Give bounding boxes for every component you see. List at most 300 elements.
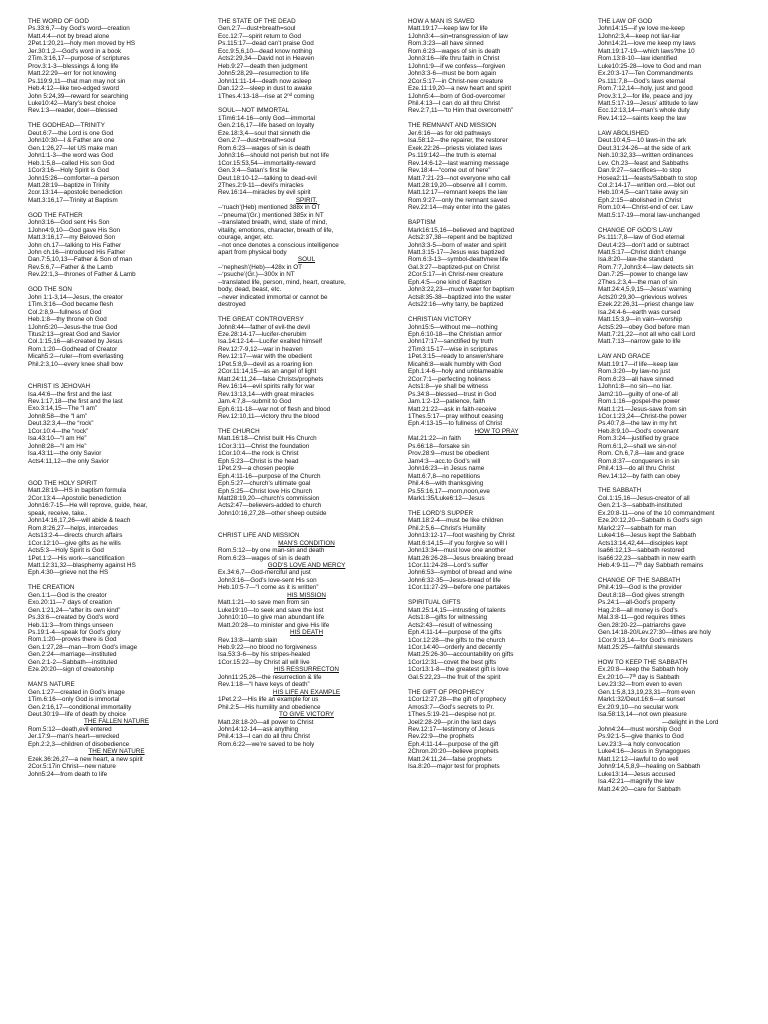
line-text: Rom.6:23—all have sinned bbox=[598, 375, 674, 383]
line-text: Matt.6:7,8—no repetitions bbox=[408, 472, 481, 480]
column-1 bbox=[28, 18, 205, 1024]
line-text: Matt.15:3,9—in vain—worship bbox=[598, 316, 682, 324]
scripture-reference bbox=[408, 152, 585, 159]
scripture-reference bbox=[28, 763, 205, 770]
line-text: Isa.53:3-6—by his stripes-healed bbox=[218, 651, 311, 659]
scripture-reference bbox=[408, 517, 585, 524]
line-text: Exo.20:11—7 days of creation bbox=[28, 599, 112, 607]
line-text: Jer.17:9—man’s heart—wrecked bbox=[28, 733, 120, 741]
scripture-reference bbox=[408, 637, 585, 644]
scripture-reference bbox=[598, 681, 768, 688]
section-heading bbox=[408, 316, 585, 323]
section-heading bbox=[218, 316, 395, 323]
line-text: Rev.12:17—testimony of Jesus bbox=[408, 725, 495, 733]
line-text: Matt.4:4—not by bread alone bbox=[28, 32, 110, 40]
line-text: Rom.1:20—Godhead of Creator bbox=[28, 345, 118, 353]
line-text: SOUL—NOT IMMORTAL bbox=[218, 107, 290, 115]
section-heading bbox=[598, 577, 768, 584]
line-text: Heb.9:22—no blood no forgiveness bbox=[218, 643, 317, 651]
line-text: Gen.2:16,17—life based on loyalty bbox=[218, 122, 315, 130]
line-text: Acts2:43—result of witnessing bbox=[408, 621, 493, 629]
scripture-reference bbox=[408, 93, 585, 100]
section-heading bbox=[218, 107, 395, 114]
line-text: --not once denotes a conscious intelligence bbox=[218, 241, 339, 249]
scripture-reference bbox=[598, 100, 768, 107]
scripture-reference bbox=[28, 704, 205, 711]
line-text: Mark2:27—sabbath for man bbox=[598, 524, 677, 532]
scripture-reference bbox=[598, 107, 768, 114]
line-text: Ps.92:1-5—give thanks to God bbox=[598, 733, 684, 741]
line-text: Jam4:3—acc.to God’s will bbox=[408, 457, 481, 465]
scripture-reference bbox=[28, 309, 205, 316]
line-text: John11:25,26—the resurrection & life bbox=[218, 673, 322, 681]
line-text: destroyed bbox=[218, 301, 246, 309]
scripture-reference bbox=[408, 346, 585, 353]
scripture-reference bbox=[598, 592, 768, 599]
scripture-reference bbox=[28, 696, 205, 703]
line-text: Amos3:7—God’s secrets to Pr. bbox=[408, 703, 494, 711]
subsection-heading bbox=[28, 748, 205, 755]
line-text: Mal.3:8-11—god requires tithes bbox=[598, 614, 686, 622]
line-text: 1Cor12:27,28—the gift of prophecy bbox=[408, 696, 507, 704]
scripture-reference bbox=[28, 532, 205, 539]
scripture-reference bbox=[598, 771, 768, 778]
line-text: CHRIST IS JEHOVAH bbox=[28, 383, 91, 391]
line-text: --translated breath, wind, state of mind, bbox=[218, 219, 328, 227]
scripture-reference bbox=[218, 555, 395, 562]
scripture-reference bbox=[598, 331, 768, 338]
scripture-reference bbox=[218, 569, 395, 576]
line-text: John16:23—in Jesus name bbox=[408, 465, 485, 473]
line-text: Mark16:15,16—believed and baptized bbox=[408, 226, 515, 234]
scripture-reference bbox=[408, 331, 585, 338]
line-text: 2Chron.20:20—believe prophets bbox=[408, 748, 499, 756]
line-text: Eph.5:23—Christ is the head bbox=[218, 457, 299, 465]
scripture-reference bbox=[598, 547, 768, 554]
scripture-reference bbox=[408, 458, 585, 465]
line-text: Luke13:14—Jesus accused bbox=[598, 770, 676, 778]
section-heading bbox=[28, 122, 205, 129]
line-text: Deut.18:10-12—talking to dead-evil bbox=[218, 174, 317, 182]
line-text: Eph.4:11-14—purpose of the gifts bbox=[408, 629, 502, 637]
line-text: Phil.2:3,10—every knee shall bow bbox=[28, 360, 123, 368]
line-text: Ezek.22:26,31—priest change law bbox=[598, 301, 694, 309]
line-text: Gal.3:27—baptized-put on Christ bbox=[408, 263, 500, 271]
scripture-reference bbox=[218, 547, 395, 554]
scripture-reference bbox=[598, 748, 768, 755]
line-text: John15:5—without me—nothing bbox=[408, 323, 498, 331]
scripture-reference bbox=[598, 540, 768, 547]
line-text: John14:21—love me keep my laws bbox=[598, 40, 696, 48]
line-text: Jam.4:7,8—submit to God bbox=[218, 398, 292, 406]
subsection-heading bbox=[218, 689, 395, 696]
subsection-heading bbox=[218, 629, 395, 636]
line-text: Gen.28:20-22—patriarchs gave bbox=[598, 621, 686, 629]
scripture-reference bbox=[218, 189, 395, 196]
scripture-reference bbox=[598, 167, 768, 174]
line-text: Eze.20:20—sign of creatorship bbox=[28, 666, 115, 674]
scripture-reference bbox=[598, 212, 768, 219]
line-text: John14:16,17,26—will abide & teach bbox=[28, 517, 131, 525]
scripture-reference bbox=[408, 488, 585, 495]
scripture-reference bbox=[28, 249, 205, 256]
line-text: Matt.24:20—care for Sabbath bbox=[598, 785, 681, 793]
line-text: Ps.119:9,11—that man may not sin bbox=[28, 77, 126, 85]
scripture-reference bbox=[598, 93, 768, 100]
line-text: Rom.6:23—wages of sin is death bbox=[218, 144, 311, 152]
line-text: THE GREAT CONTROVERSY bbox=[218, 316, 304, 324]
line-text: Matt.18:2-4—must be like children bbox=[408, 517, 504, 525]
scripture-reference bbox=[598, 137, 768, 144]
scripture-reference bbox=[408, 666, 585, 673]
scripture-reference bbox=[598, 473, 768, 480]
scripture-reference bbox=[218, 383, 395, 390]
line-text: Ex.20:9,10—no secular work bbox=[598, 703, 679, 711]
scripture-reference bbox=[218, 614, 395, 621]
scripture-reference bbox=[218, 450, 395, 457]
line-text: --never indicated immortal or cannot be bbox=[218, 293, 328, 301]
section-heading bbox=[28, 383, 205, 390]
column-2 bbox=[218, 18, 395, 1024]
scripture-reference bbox=[28, 398, 205, 405]
scripture-reference bbox=[218, 286, 395, 293]
subsection-heading bbox=[408, 428, 585, 435]
line-text: Ps.19:1-4—speak for God’s glory bbox=[28, 629, 121, 637]
scripture-reference bbox=[28, 636, 205, 643]
line-text: Deut.10:4,5—10 laws-in the ark bbox=[598, 137, 687, 145]
scripture-reference bbox=[28, 301, 205, 308]
scripture-reference bbox=[218, 406, 395, 413]
scripture-reference bbox=[408, 540, 585, 547]
line-text: SOUL bbox=[297, 256, 316, 264]
line-text: THE CREATION bbox=[28, 584, 75, 592]
scripture-reference bbox=[408, 78, 585, 85]
line-text: Ps.40:7,8—the law in my hrt bbox=[598, 420, 677, 428]
line-spacer bbox=[28, 465, 205, 472]
line-text-continued: day is Sabbath bbox=[636, 673, 680, 681]
line-spacer bbox=[28, 368, 205, 375]
line-text: Col.1:15,16—Jesus-creator of all bbox=[598, 494, 690, 502]
line-text: Rom.8:26,27—helps, intercedes bbox=[28, 524, 118, 532]
line-text: Acts1:8—ye shall be witness bbox=[408, 383, 489, 391]
scripture-reference bbox=[218, 78, 395, 85]
line-text: Phil.4:13—I can do all thru Christ bbox=[218, 733, 311, 741]
section-heading bbox=[218, 18, 395, 25]
scripture-reference bbox=[408, 719, 585, 726]
line-text: 1John4:9,10—God gave His Son bbox=[28, 226, 121, 234]
scripture-reference bbox=[218, 324, 395, 331]
section-heading bbox=[408, 510, 585, 517]
scripture-reference bbox=[598, 502, 768, 509]
scripture-reference bbox=[598, 532, 768, 539]
line-text: speak, receive, take.. bbox=[28, 509, 88, 517]
line-text: Heb.4:9-11—7 bbox=[598, 562, 639, 570]
scripture-reference bbox=[218, 204, 395, 211]
scripture-reference bbox=[28, 659, 205, 666]
scripture-reference bbox=[408, 607, 585, 614]
line-text: 1Thes.5:19-21—despise not pr. bbox=[408, 711, 496, 719]
scripture-reference bbox=[598, 599, 768, 606]
line-text: 2Cor.7:1—perfecting holiness bbox=[408, 375, 491, 383]
scripture-reference bbox=[218, 644, 395, 651]
line-text: --‘ruach’(Heb) mentioned 388x in OT bbox=[218, 204, 321, 212]
line-text: THE GIFT OF PROPHECY bbox=[408, 688, 485, 696]
line-text: Matt.5:17-19—moral law-unchanged bbox=[598, 211, 700, 219]
line-text: Rom.6:23—wages of sin is death bbox=[408, 47, 501, 55]
line-text: Ecc.9:5,6,10—dead know nothing bbox=[218, 47, 313, 55]
scripture-reference bbox=[598, 78, 768, 85]
line-text: John14:12-14—ask anything bbox=[218, 725, 299, 733]
line-text: Gen.2:7—dust+breath=soul bbox=[218, 137, 296, 145]
line-spacer bbox=[28, 674, 205, 681]
line-text: Eph.5:25—Christ love His Church bbox=[218, 487, 313, 495]
line-text: Rom.5:12—death,evil entered bbox=[28, 725, 112, 733]
line-text: Rom.6:23—wages of sin is death bbox=[218, 554, 311, 562]
scripture-reference bbox=[408, 450, 585, 457]
line-text: Jer.6:16—as for old pathways bbox=[408, 129, 491, 137]
section-heading bbox=[408, 18, 585, 25]
scripture-reference bbox=[218, 212, 395, 219]
scripture-reference bbox=[598, 726, 768, 733]
line-text: Col.2:8,9—fullness of God bbox=[28, 308, 102, 316]
scripture-reference bbox=[598, 614, 768, 621]
scripture-reference bbox=[598, 733, 768, 740]
line-spacer bbox=[598, 122, 768, 129]
scripture-reference bbox=[598, 115, 768, 122]
scripture-reference bbox=[28, 540, 205, 547]
scripture-reference bbox=[28, 346, 205, 353]
scripture-reference bbox=[218, 651, 395, 658]
line-text: 1Cor.11:24-28—Lord’s suffer bbox=[408, 562, 489, 570]
scripture-reference bbox=[408, 145, 585, 152]
line-text: Hosea2:11—feasts/Sabbath to stop bbox=[598, 174, 697, 182]
line-text: HIS RESSURRECTON bbox=[274, 666, 339, 674]
line-text: Matt.25:26-30—accountability on gifts bbox=[408, 651, 514, 659]
line-text: CHRISTIAN VICTORY bbox=[408, 316, 472, 324]
line-spacer bbox=[28, 577, 205, 584]
line-text: John17:17—sanctified by truth bbox=[408, 338, 494, 346]
line-text: Acts8:35-38—baptized into the water bbox=[408, 293, 512, 301]
line-text: THE LORD’S SUPPER bbox=[408, 509, 474, 517]
line-text: Matt.24:11,24—false prophets bbox=[408, 755, 492, 763]
line-text: John3:16—God’s love-sent His son bbox=[218, 576, 317, 584]
line-text: Mark1:32/Deut.16:6—at sunset bbox=[598, 696, 686, 704]
scripture-reference bbox=[408, 204, 585, 211]
scripture-reference bbox=[408, 413, 585, 420]
line-text: Matt.3:16,17—Trinity at Baptism bbox=[28, 196, 118, 204]
line-text: Matt.7:21-23—not everyone who call bbox=[408, 174, 511, 182]
scripture-reference bbox=[598, 637, 768, 644]
scripture-reference bbox=[408, 324, 585, 331]
line-text: 1Cor.1:23,24—Christ-the power bbox=[598, 412, 687, 420]
line-text: Heb.11:3—from things unseen bbox=[28, 621, 113, 629]
scripture-reference bbox=[408, 644, 585, 651]
scripture-reference bbox=[408, 376, 585, 383]
line-text: Ezek.36:26,27—a new heart, a new spirit bbox=[28, 755, 143, 763]
scripture-reference bbox=[408, 256, 585, 263]
line-text: 1Cor.15:53,54—immortality-reward bbox=[218, 159, 316, 167]
scripture-reference bbox=[28, 629, 205, 636]
line-text: Rev.1:3—reader, doer—blessed bbox=[28, 107, 118, 115]
line-text-continued: coming bbox=[291, 92, 315, 100]
line-spacer bbox=[408, 115, 585, 122]
line-text: Isa.8:20—major test for prophets bbox=[408, 763, 500, 771]
line-text: Rom.6:3-13—symbol-death/new life bbox=[408, 256, 509, 264]
line-text: Lev.23:32—from even to even bbox=[598, 681, 682, 689]
line-text: John6:32-35—Jesus-bread of life bbox=[408, 576, 501, 584]
line-text: Ex.20:8-11—one of the 10 commandment bbox=[598, 509, 715, 517]
subsection-heading bbox=[218, 540, 395, 547]
line-text: 1John5:20—Jesus-the true God bbox=[28, 323, 118, 331]
scripture-reference bbox=[28, 420, 205, 427]
line-text: John3:22,23—much water for baptism bbox=[408, 286, 515, 294]
scripture-reference bbox=[28, 189, 205, 196]
scripture-reference bbox=[218, 249, 395, 256]
line-text: Gen.2:16,17—conditional immortality bbox=[28, 703, 132, 711]
scripture-reference bbox=[218, 160, 395, 167]
scripture-reference bbox=[28, 324, 205, 331]
line-text: HOW TO KEEP THE SABBATH bbox=[598, 658, 687, 666]
scripture-reference bbox=[28, 495, 205, 502]
scripture-reference bbox=[598, 160, 768, 167]
line-text: John3:3-5—born of water and spirit bbox=[408, 241, 507, 249]
section-heading bbox=[28, 480, 205, 487]
scripture-reference bbox=[408, 137, 585, 144]
line-text: Isa.14:12-14—Lucifer exalted himself bbox=[218, 338, 322, 346]
line-text: Gen.1:5,8,13,19,23,31—from even bbox=[598, 688, 695, 696]
scripture-reference bbox=[218, 376, 395, 383]
scripture-reference bbox=[408, 294, 585, 301]
subsection-heading bbox=[218, 256, 395, 263]
scripture-reference bbox=[598, 555, 768, 562]
line-text: Isa.43:10—“I am He” bbox=[28, 435, 87, 443]
scripture-reference bbox=[408, 473, 585, 480]
line-text: Rev.5:6,7—Father & the Lamb bbox=[28, 263, 113, 271]
line-text: Heb.9:27—death then judgment bbox=[218, 62, 308, 70]
line-spacer bbox=[598, 480, 768, 487]
line-text: Matt.12:12—lawful to do well bbox=[598, 755, 679, 763]
scripture-reference bbox=[28, 242, 205, 249]
line-text: HOW A MAN IS SAVED bbox=[408, 18, 475, 25]
line-text: Isa.24:4-6—earth was cursed bbox=[598, 308, 681, 316]
line-text: Eze.20:12,20—Sabbath is God’s sign bbox=[598, 517, 703, 525]
scripture-reference bbox=[408, 197, 585, 204]
line-text: Phil.4:13—I can do all thru Christ bbox=[408, 99, 501, 107]
line-text: 1John1:9—if we confess—forgiven bbox=[408, 62, 506, 70]
line-text: HIS LIFE AN EXAMPLE bbox=[272, 688, 341, 696]
scripture-reference bbox=[408, 443, 585, 450]
subsection-heading bbox=[218, 711, 395, 718]
line-text: John16:7-15—He will reprove, guide, hear, bbox=[28, 502, 148, 510]
line-text: Jer.30:1,2—God’s word in a book bbox=[28, 47, 121, 55]
line-text: Mark1:35/Luke6:12—Jesus bbox=[408, 494, 485, 502]
scripture-reference bbox=[408, 160, 585, 167]
section-heading bbox=[598, 130, 768, 137]
line-text: Matt.3:16,17—my Beloved Son bbox=[28, 234, 116, 242]
line-text: John3:16—God sent His Son bbox=[28, 219, 110, 227]
line-spacer bbox=[598, 651, 768, 658]
line-text: Matt.16:18—Christ built His Church bbox=[218, 435, 317, 443]
line-text: Micah5:2—ruler—from everlasting bbox=[28, 353, 124, 361]
scripture-reference bbox=[408, 651, 585, 658]
scripture-reference bbox=[28, 622, 205, 629]
line-spacer bbox=[598, 569, 768, 576]
scripture-reference bbox=[28, 689, 205, 696]
scripture-reference bbox=[408, 130, 585, 137]
scripture-reference bbox=[598, 40, 768, 47]
line-text: THE REMNANT AND MISSION bbox=[408, 122, 497, 130]
scripture-reference bbox=[218, 361, 395, 368]
line-text: Ex.20:8—keep the Sabbath holy bbox=[598, 666, 689, 674]
line-text: Isa66:22,23—sabbath in new earth bbox=[598, 554, 696, 562]
line-text: HIS MISSION bbox=[287, 591, 326, 599]
scripture-reference bbox=[408, 555, 585, 562]
scripture-reference bbox=[218, 63, 395, 70]
scripture-reference bbox=[28, 443, 205, 450]
line-text: Lev. Ch.23—feast and Sabbaths bbox=[598, 159, 689, 167]
scripture-reference bbox=[408, 704, 585, 711]
line-text: Gal.5:22,23—the fruit of the spirit bbox=[408, 673, 501, 681]
line-text: Matt.20:28—to minister and give His life bbox=[218, 621, 330, 629]
line-text: THE FALLEN NATURE bbox=[84, 718, 149, 726]
scripture-reference bbox=[598, 189, 768, 196]
scripture-reference bbox=[408, 234, 585, 241]
line-text: Rev.12:10,11—victory thru the blood bbox=[218, 412, 320, 420]
line-text: 2Thes.2:9-11—devil’s miracles bbox=[218, 181, 304, 189]
line-text: Gen.1:27—created in God’s image bbox=[28, 688, 125, 696]
line-text: Rev.14:12—saints keep the law bbox=[598, 114, 687, 122]
scripture-reference bbox=[218, 368, 395, 375]
line-text: 1Tim.3:16—God became flesh bbox=[28, 301, 114, 309]
line-text: GOD’S LOVE AND MERCY bbox=[267, 562, 346, 569]
line-text: Ecc.12:7—spirit return to God bbox=[218, 32, 301, 40]
line-text: Ex.20:10—7 bbox=[598, 673, 633, 681]
scripture-reference bbox=[28, 741, 205, 748]
column-3 bbox=[408, 18, 585, 1024]
line-text: 1Cor.12:10—give gifts as he wills bbox=[28, 539, 121, 547]
line-text: Gen.1:21,24—“after its own kind” bbox=[28, 606, 121, 614]
scripture-reference bbox=[598, 197, 768, 204]
scripture-reference bbox=[598, 420, 768, 427]
line-text: Rom.1:16—gospel-the power bbox=[598, 398, 680, 406]
ordinal-suffix: th bbox=[632, 672, 637, 678]
scripture-reference bbox=[598, 48, 768, 55]
scripture-reference bbox=[28, 361, 205, 368]
scripture-reference bbox=[218, 264, 395, 271]
line-text: Matt.6:14,15—if you forgive so will I bbox=[408, 539, 508, 547]
line-text: Matt.12:17—remnant keeps the law bbox=[408, 189, 508, 197]
line-text: Matt.28:19—HS in baptism formula bbox=[28, 487, 126, 495]
line-text: Rom.6:1,2—shall we sin-no! bbox=[598, 442, 677, 450]
scripture-reference bbox=[408, 629, 585, 636]
line-text: Rom.7:7,John3:4—law detects sin bbox=[598, 263, 694, 271]
scripture-reference bbox=[218, 55, 395, 62]
scripture-reference bbox=[598, 711, 768, 718]
scripture-reference bbox=[218, 33, 395, 40]
line-text: Ps.33:6—created by God’s word bbox=[28, 614, 119, 622]
line-text: Heb.1:5,8—called His son God bbox=[28, 159, 115, 167]
line-text: GOD THE FATHER bbox=[28, 211, 83, 219]
line-text: Luke4:16—Jesus in Synagogues bbox=[598, 748, 691, 756]
scripture-reference bbox=[598, 443, 768, 450]
scripture-reference bbox=[28, 25, 205, 32]
line-text: --‘pneuma’(Gr.) mentioned 385x in NT bbox=[218, 211, 324, 219]
scripture-reference bbox=[28, 55, 205, 62]
line-text: Eph.4:11-14—purpose of the gift bbox=[408, 740, 499, 748]
scripture-reference bbox=[598, 70, 768, 77]
scripture-reference bbox=[598, 249, 768, 256]
line-text: Eph.4:13-15—to fullness of Christ bbox=[408, 420, 503, 428]
